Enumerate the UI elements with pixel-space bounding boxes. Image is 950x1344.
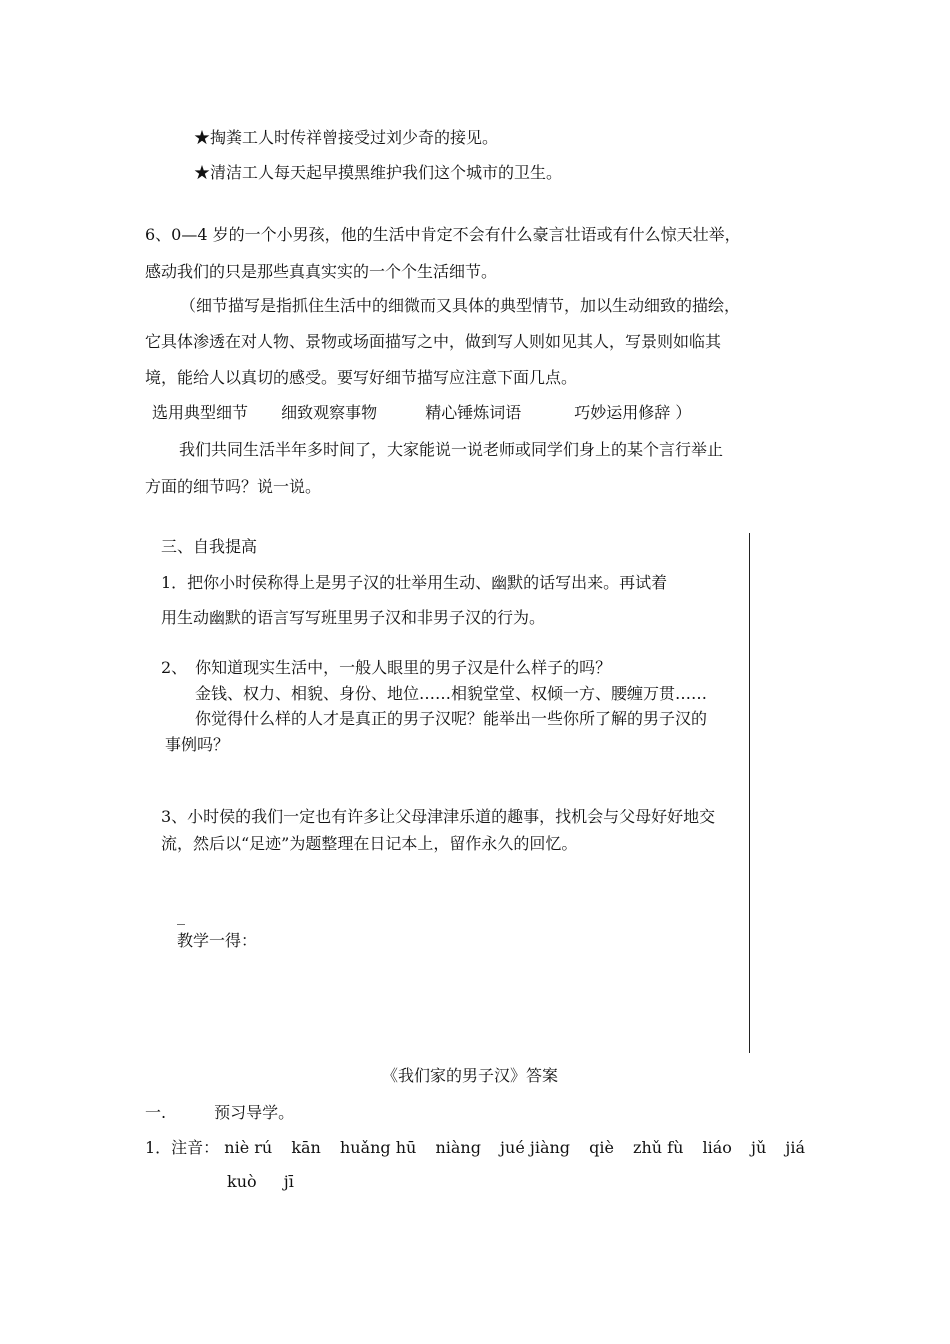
pinyin-12: jī bbox=[283, 1172, 294, 1191]
s3-item-2-line-1: 2、 你知道现实生活中，一般人眼里的男子汉是什么样子的吗？ bbox=[161, 658, 612, 677]
underscore-mark: _ bbox=[177, 906, 185, 925]
answers-part-1: 一. 预习导学。 bbox=[145, 1103, 295, 1122]
q6-note-3: 境，能给人以真切的感受。要写好细节描写应注意下面几点。 bbox=[145, 368, 578, 387]
q6-ask-1: 我们共同生活半年多时间了，大家能说一说老师或同学们身上的某个言行举止 bbox=[179, 440, 724, 459]
s3-item-2-line-4: 事例吗？ bbox=[165, 735, 230, 754]
pinyin-row-2 bbox=[227, 1172, 308, 1192]
bullet-1: ★掏粪工人时传祥曾接受过刘少奇的接见。 bbox=[194, 128, 499, 147]
s3-item-1-line-1: 1．把你小时侯称得上是男子汉的壮举用生动、幽默的话写出来。再试着 bbox=[161, 573, 668, 592]
option-2: 细致观察事物 bbox=[281, 403, 378, 422]
pinyin-3: huǎng hū bbox=[339, 1138, 417, 1157]
pinyin-4: niàng bbox=[435, 1138, 481, 1157]
pinyin-9: jǔ bbox=[751, 1138, 767, 1157]
pinyin-10: jiá bbox=[785, 1138, 805, 1157]
pinyin-6: qiè bbox=[589, 1138, 614, 1157]
bullet-2: ★清洁工人每天起早摸黑维护我们这个城市的卫生。 bbox=[194, 163, 563, 182]
option-3: 精心锤炼词语 bbox=[425, 403, 522, 422]
pinyin-7: zhǔ fù bbox=[633, 1138, 684, 1157]
pinyin-2: kān bbox=[291, 1138, 321, 1157]
s3-item-2-line-3: 你觉得什么样的人才是真正的男子汉呢？能举出一些你所了解的男子汉的 bbox=[195, 709, 708, 728]
q6-note-1: （细节描写是指抓住生活中的细微而又具体的典型情节，加以生动细致的描绘， bbox=[180, 296, 741, 315]
s3-item-2-line-2: 金钱、权力、相貌、身份、地位……相貌堂堂、权倾一方、腰缠万贯…… bbox=[195, 684, 708, 703]
q1-prefix: 1．注音： bbox=[145, 1138, 220, 1157]
s3-item-3-line-2: 流，然后以“足迹”为题整理在日记本上，留作永久的回忆。 bbox=[161, 834, 578, 853]
option-4: 巧妙运用修辞 ） bbox=[574, 403, 692, 422]
s3-item-3-line-1: 3、小时侯的我们一定也有许多让父母津津乐道的趣事，找机会与父母好好地交 bbox=[161, 807, 716, 826]
pinyin-row-1 bbox=[145, 1138, 805, 1158]
q6-note-2: 它具体渗透在对人物、景物或场面描写之中，做到写人则如见其人，写景则如临其 bbox=[145, 332, 722, 351]
pinyin-8: liáo bbox=[702, 1138, 732, 1157]
pinyin-11: kuò bbox=[227, 1172, 257, 1191]
q6-line-1: 6、0—4 岁的一个小男孩，他的生活中肯定不会有什么豪言壮语或有什么惊天壮举， bbox=[145, 225, 741, 244]
section-3-title: 三、自我提高 bbox=[161, 537, 258, 556]
q6-ask-2: 方面的细节吗？说一说。 bbox=[145, 477, 322, 496]
teaching-note-label: 教学一得： bbox=[177, 931, 258, 950]
margin-rule bbox=[749, 533, 750, 1053]
q6-options bbox=[152, 403, 691, 423]
s3-item-1-line-2: 用生动幽默的语言写写班里男子汉和非男子汉的行为。 bbox=[161, 608, 546, 627]
pinyin-1: niè rú bbox=[224, 1138, 273, 1157]
q6-line-2: 感动我们的只是那些真真实实的一个个生活细节。 bbox=[145, 262, 498, 281]
answers-title: 《我们家的男子汉》答案 bbox=[382, 1066, 559, 1085]
option-1: 选用典型细节 bbox=[152, 403, 249, 422]
pinyin-5: jué jiàng bbox=[500, 1138, 571, 1157]
